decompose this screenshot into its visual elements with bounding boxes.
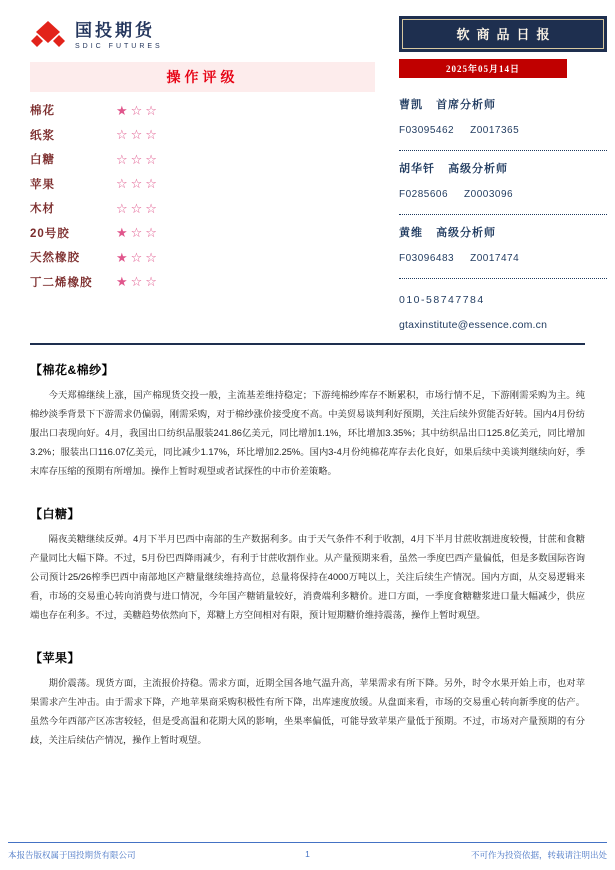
analyst-f-code: F03096483 — [399, 253, 455, 264]
star-rating: ☆☆☆ — [116, 200, 160, 216]
header-region — [0, 0, 615, 331]
logo-diamond-icon — [30, 21, 66, 51]
analyst-f-code: F03095462 — [399, 125, 455, 136]
logo-text — [75, 22, 163, 50]
commodity-name: 棉花 — [30, 105, 55, 118]
analyst-z-code: Z0003096 — [464, 189, 514, 200]
star-rating: ★☆☆ — [116, 249, 160, 265]
report-title-banner — [399, 16, 607, 52]
section-heading: 【苹果】 — [30, 651, 81, 665]
rating-table-title: 操作评级 — [30, 62, 375, 92]
analyst-block — [399, 151, 607, 215]
analyst-title: 高级分析师 — [448, 163, 509, 175]
analyst-block — [399, 94, 607, 151]
analyst-name: 胡华钎 — [399, 163, 435, 175]
rating-row-cotton — [30, 98, 375, 123]
logo-company-subtitle: SDIC FUTURES — [75, 42, 163, 50]
logo-company-name: 国投期货 — [75, 21, 155, 41]
contact-phone: 010-58747784 — [399, 294, 485, 306]
analyst-z-code: Z0017474 — [470, 253, 520, 264]
star-rating: ☆☆☆ — [116, 176, 160, 192]
section-sugar — [30, 505, 585, 625]
analyst-list — [399, 94, 607, 279]
contact-info — [399, 294, 607, 331]
section-heading: 【白糖】 — [30, 507, 81, 521]
commodity-name: 苹果 — [30, 178, 55, 191]
footer-page-number: 1 — [305, 849, 310, 859]
analyst-name: 曹凯 — [399, 99, 423, 111]
analyst-title: 高级分析师 — [436, 227, 497, 239]
section-body-text: 隔夜美糖继续反弹。4月下半月巴西中南部的生产数据利多。由于天气条件不利于收割，4月下半月甘蔗收割进度较慢，甘蔗和食糖产量同比大幅下降。不过，5月份巴西降雨减少，有利于甘蔗收割作业。从产量预期来看，虽然一季度巴西产量偏低，但是多数国际咨询公司预计25/26榨季巴西中南部地区产糖量继续维持高位，总量将保持在4000万吨以上，关注后续生产情况。国内方面，从交易逻辑来看，市场的交易重心转向消费与进口情况，今年国产糖销量较好，消费端利多糖价。进口方面，一季度食糖糖浆进口量大幅减少，供应端也存在利多。不过，美糖趋势依然向下，郑糖上方空间相对有限，预计短期糖价维持震荡，操作上暂时观望。 — [30, 534, 585, 620]
footer-copyright: 本报告版权属于国投期货有限公司 — [8, 850, 136, 860]
star-rating: ★☆☆ — [116, 102, 160, 118]
commodity-name: 丁二烯橡胶 — [30, 276, 93, 289]
contact-email[interactable]: gtaxinstitute@essence.com.cn — [399, 319, 548, 331]
star-rating: ★☆☆ — [116, 274, 160, 290]
rating-row-rubber20 — [30, 221, 375, 246]
report-date: 2025年05月14日 — [399, 59, 567, 78]
rating-row-sugar — [30, 147, 375, 172]
commodity-name: 木材 — [30, 203, 55, 216]
company-logo — [30, 16, 375, 56]
section-apple — [30, 649, 585, 750]
commodity-name: 天然橡胶 — [30, 252, 80, 265]
rating-row-butadiene-rubber — [30, 270, 375, 295]
star-rating: ☆☆☆ — [116, 127, 160, 143]
rating-row-timber — [30, 196, 375, 221]
analyst-column — [399, 16, 607, 331]
analyst-z-code: Z0017365 — [470, 125, 520, 136]
star-rating: ☆☆☆ — [116, 151, 160, 167]
report-body — [30, 343, 585, 750]
page-footer — [8, 842, 607, 861]
analyst-block — [399, 215, 607, 279]
analyst-f-code: F0285606 — [399, 189, 449, 200]
commodity-name: 白糖 — [30, 154, 55, 167]
commodity-name: 纸浆 — [30, 129, 55, 142]
section-body-text: 今天郑棉继续上涨，国产棉现货交投一般，主流基差维持稳定；下游纯棉纱库存不断累积，市场行情不足，下游刚需采购为主。纯棉纱淡季背景下下游需求仍偏弱，刚需采购，对于棉纱涨价接受度不高。中美贸易谈判利好预期，关注后续外贸能否好转。国内4月份纺服出口表现向好。4月，我国出口纺织品服装241.86亿美元，同比增加1.1%，环比增加3.35%；其中纺织品出口125.8亿美元，同比增加3.2%；服装出口116.07亿美元，同比减少1.17%，环比增加2.25%。国内3-4月份纯棉花库存去化良好，如果后续中美谈判继续向好，季末库存压缩的预期有所增加。操作上暂时观望或者试探性的中市价差策略。 — [30, 390, 585, 476]
analyst-title: 首席分析师 — [436, 99, 497, 111]
footer-disclaimer: 不可作为投资依据，转载请注明出处 — [470, 850, 607, 860]
report-title: 软商品日报 — [402, 19, 604, 49]
section-cotton-yarn — [30, 361, 585, 481]
rating-row-pulp — [30, 123, 375, 148]
rating-row-natural-rubber — [30, 245, 375, 270]
rating-column — [30, 16, 375, 331]
star-rating: ★☆☆ — [116, 225, 160, 241]
rating-row-apple — [30, 172, 375, 197]
section-heading: 【棉花&棉纱】 — [30, 363, 115, 377]
analyst-name: 黄维 — [399, 227, 423, 239]
commodity-name: 20号胶 — [30, 227, 70, 240]
section-body-text: 期价震荡。现货方面，主流报价持稳。需求方面，近期全国各地气温升高，苹果需求有所下降。另外，时令水果开始上市，也对苹果需求产生冲击。由于需求下降，产地苹果商采购积极性有所下降，出库速度放缓。从盘面来看，市场的交易重心转向新季度的估产。虽然今年西部产区冻害较轻，但是受高温和花期大风的影响，坐果率偏低，可能导致苹果产量低于预期。不过，市场对产量预期的有分歧，关注后续估产情况，操作上暂时观望。 — [30, 678, 585, 745]
